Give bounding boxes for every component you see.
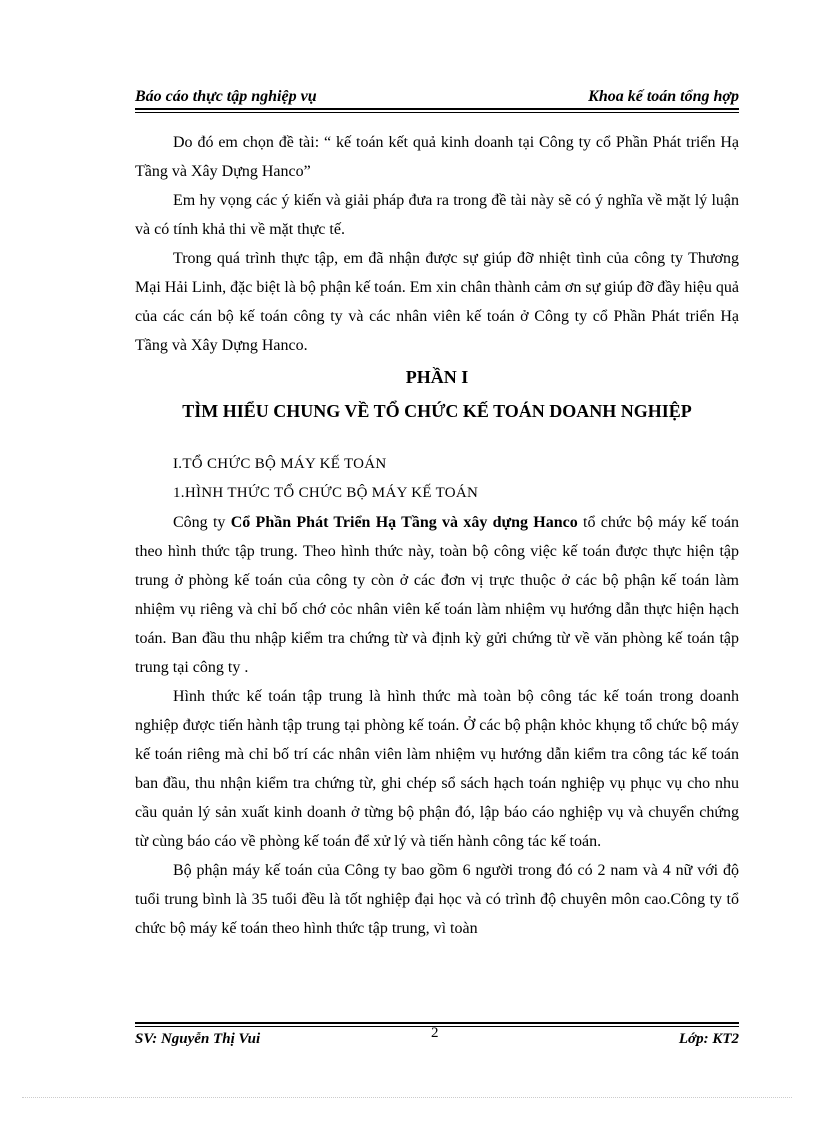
- document-body: [135, 128, 739, 943]
- paragraph-hope: Em hy vọng các ý kiến và giải pháp đưa ra trong đề tài này sẽ có ý nghĩa về mặt lý luận và có tính khả thi về mặt thực tế.: [135, 192, 739, 238]
- paragraph-company-structure: [135, 508, 739, 682]
- paragraph-thanks: Trong quá trình thực tập, em đã nhận được sự giúp đỡ nhiệt tình của công ty Thương Mại Hải Linh, đặc biệt là bộ phận kế toán. Em xin chân thành cảm ơn sự giúp đỡ đầy hiệu quả của các cán bộ kế toán công ty và các nhân viên kế toán ở Công ty cổ Phần Phát triển Hạ Tầng và Xây Dựng Hanco.: [135, 250, 739, 354]
- footer-rule: [135, 1022, 739, 1024]
- part-label: PHẦN I: [405, 367, 469, 387]
- company-structure-text: tổ chức bộ máy kế toán theo hình thức tập trung. Theo hình thức này, toàn bộ công việc kế toán được thực hiện tập trung ở phòng kế toán của công ty còn ở các đơn vị trực thuộc ở các bộ phận kế toán làm nhiệm vụ riêng và chỉ bố chớ cỏc nhân viên kế toán làm nhiệm vụ hướng dẫn thực hiện hạch toán. Ban đầu thu nhập kiểm tra chứng từ và định kỳ gửi chứng từ về văn phòng kế toán tập trung tại công ty .: [135, 514, 740, 676]
- section-heading-1: I.TỔ CHỨC BỘ MÁY KẾ TOÁN: [173, 456, 387, 472]
- page-header: [135, 82, 739, 106]
- part-title: TÌM HIỂU CHUNG VỀ TỔ CHỨC KẾ TOÁN DOANH NGHIỆP: [182, 401, 692, 421]
- paragraph-staff: Bộ phận máy kế toán của Công ty bao gồm 6 người trong đó có 2 nam và 4 nữ với độ tuổi trung bình là 35 tuổi đều là tốt nghiệp đại học và có trình độ chuyên môn cao.Công ty tổ chức bộ máy kế toán theo hình thức tập trung, vì toàn: [135, 862, 739, 937]
- header-rule: [135, 108, 739, 110]
- page-footer: [135, 1027, 739, 1051]
- section-heading-1-1: 1.HÌNH THỨC TỔ CHỨC BỘ MÁY KẾ TOÁN: [173, 485, 479, 501]
- footer-student: SV: Nguyễn Thị Vui: [135, 1030, 261, 1047]
- paragraph-centralized-form: Hình thức kế toán tập trung là hình thức mà toàn bộ công tác kế toán trong doanh nghiệp được tiến hành tập trung tại phòng kế toán. Ở các bộ phận khỏc khụng tổ chức bộ máy kế toán riêng mà chỉ bố trí các nhân viên làm nhiệm vụ hướng dẫn kiểm tra công tác kế toán ban đầu, thu nhận kiểm tra chứng từ, ghi chép sổ sách hạch toán nghiệp vụ phục vụ cho nhu cầu quản lý sản xuất kinh doanh ở từng bộ phận đó, lập báo cáo nghiệp vụ và chuyển chứng từ cùng báo cáo về phòng kế toán để xử lý và tiến hành công tác kế toán.: [135, 688, 739, 850]
- header-faculty: Khoa kế toán tổng hợp: [588, 88, 739, 105]
- page-number: 2: [431, 1025, 439, 1041]
- margin-guide: [22, 1097, 792, 1098]
- header-rule-thin: [135, 112, 739, 113]
- company-name: Cổ Phần Phát Triển Hạ Tầng và xây dựng Hanco: [230, 514, 578, 531]
- section-gap: [135, 428, 739, 450]
- paragraph-topic: Do đó em chọn đề tài: “ kế toán kết quả kinh doanh tại Công ty cổ Phần Phát triển Hạ Tầng và Xây Dựng Hanco”: [135, 134, 739, 180]
- header-report-title: Báo cáo thực tập nghiệp vụ: [135, 88, 317, 105]
- footer-class: Lớp: KT2: [678, 1030, 739, 1047]
- company-intro: Công ty: [173, 514, 231, 531]
